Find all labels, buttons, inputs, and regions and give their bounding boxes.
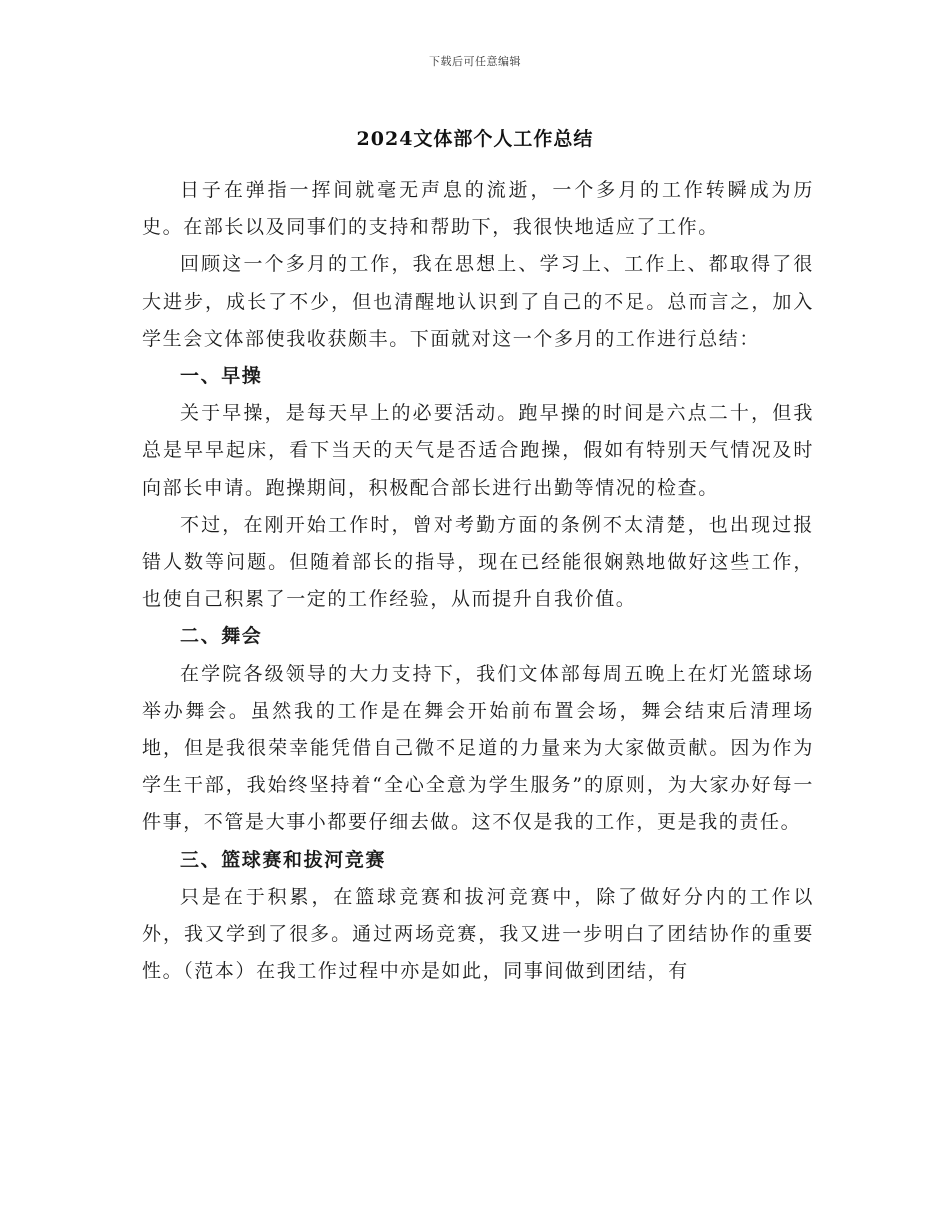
paragraph-intro-1: 日子在弹指一挥间就毫无声息的流逝，一个多月的工作转瞬成为历史。在部长以及同事们的支持和帮助下，我很快地适应了工作。 xyxy=(142,179,814,239)
section-heading-competitions: 三、篮球赛和拔河竞赛 xyxy=(180,848,387,871)
paragraph-intro-2: 回顾这一个多月的工作，我在思想上、学习上、工作上、都取得了很大进步，成长了不少，但也清醒地认识到了自己的不足。总而言之，加入学生会文体部使我收获颇丰。下面就对这一个多月的工作进行总结： xyxy=(142,253,814,350)
paragraph-dance-1: 在学院各级领导的大力支持下，我们文体部每周五晚上在灯光篮球场举办舞会。虽然我的工作是在舞会开始前布置会场，舞会结束后清理场地，但是我很荣幸能凭借自己微不足道的力量来为大家做贡献。因为作为学生干部，我始终坚持着“全心全意为学生服务”的原则，为大家办好每一件事，不管是大事小都要仔细去做。这不仅是我的工作，更是我的责任。 xyxy=(142,662,814,834)
document-body xyxy=(142,172,814,990)
paragraph-competitions-1: 只是在于积累，在篮球竞赛和拔河竞赛中，除了做好分内的工作以外，我又学到了很多。通过两场竞赛，我又进一步明白了团结协作的重要性。（范本）在我工作过程中亦是如此，同事间做到团结，有 xyxy=(142,885,814,983)
section-heading-morning-exercise: 一、早操 xyxy=(180,365,263,388)
paragraph-morning-exercise-1: 关于早操，是每天早上的必要活动。跑早操的时间是六点二十，但我总是早早起床，看下当天的天气是否适合跑操，假如有特别天气情况及时向部长申请。跑操期间，积极配合部长进行出勤等情况的检查。 xyxy=(142,402,814,499)
paragraph-morning-exercise-2: 不过，在刚开始工作时，曾对考勤方面的条例不太清楚，也出现过报错人数等问题。但随着部长的指导，现在已经能很娴熟地做好这些工作，也使自己积累了一定的工作经验，从而提升自我价值。 xyxy=(142,513,814,611)
section-heading-dance: 二、舞会 xyxy=(180,625,263,648)
document-title: 2024文体部个人工作总结 xyxy=(356,128,594,150)
header-note: 下载后可任意编辑 xyxy=(429,55,521,68)
